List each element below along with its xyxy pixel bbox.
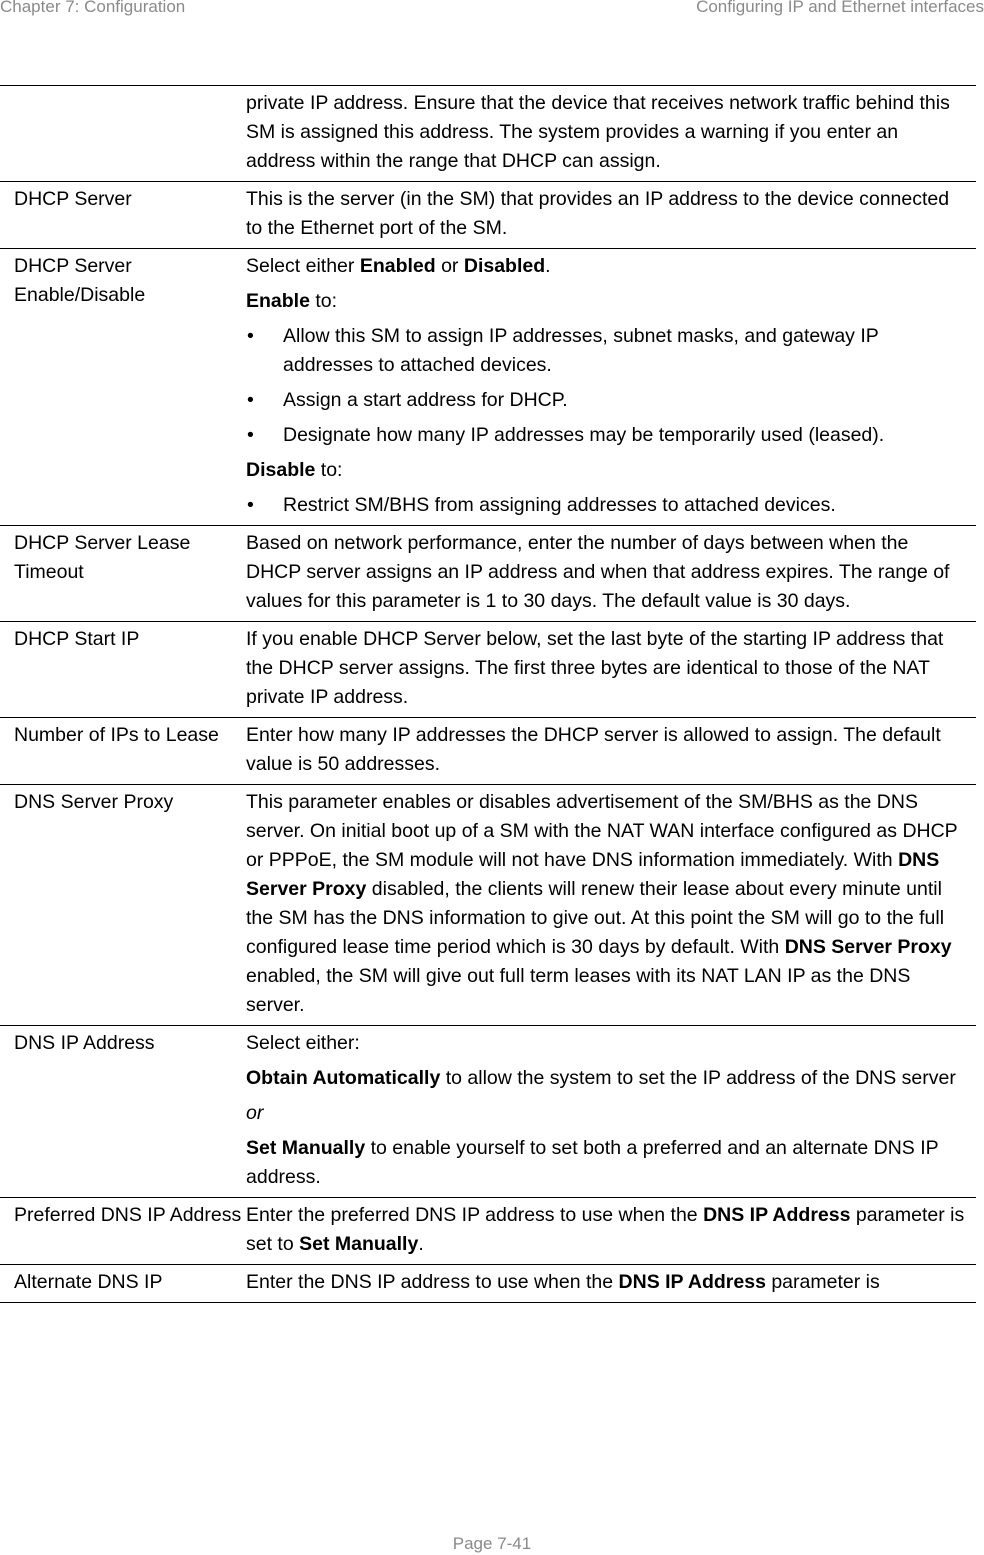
disable-heading [246, 456, 968, 485]
parameter-name: DNS IP Address [0, 1026, 246, 1198]
text: Enter the DNS IP address to use when the [246, 1271, 619, 1293]
list-item [246, 421, 968, 450]
option-enabled: Enabled [359, 255, 436, 277]
parameter-name: Alternate DNS IP [0, 1265, 246, 1303]
text: or [435, 255, 464, 277]
table-row [0, 249, 976, 526]
bullet-icon: • [247, 325, 254, 347]
bullet-icon: • [247, 424, 254, 446]
param-ref: DNS Server Proxy [246, 849, 940, 900]
parameter-name: DHCP Server [0, 182, 246, 249]
enable-heading [246, 287, 968, 316]
param-ref: Set Manually [299, 1233, 419, 1255]
list-item [246, 386, 968, 415]
table-row [0, 1026, 976, 1198]
parameter-name: DHCP Server Lease Timeout [0, 526, 246, 622]
parameter-description [246, 249, 976, 526]
text: This parameter enables or disables advertisement of the SM/BHS as the DNS server. On initial boot up of a SM with the NAT WAN interface configured as DHCP or PPPoE, the SM module will not have DNS information immediately. With [246, 791, 958, 871]
page-number: Page 7-41 [452, 1534, 532, 1553]
bullet-icon: • [247, 389, 254, 411]
table-row [0, 1265, 976, 1303]
text: to allow the system to set the IP address of the DNS server [440, 1067, 956, 1089]
table-row [0, 86, 976, 182]
option-disabled: Disabled [463, 255, 546, 277]
parameter-table [0, 85, 976, 1303]
parameter-description: If you enable DHCP Server below, set the last byte of the starting IP address that the DHCP server assigns. The first three bytes are identical to those of the NAT private IP address. [246, 622, 976, 718]
list-item-text: Designate how many IP addresses may be temporarily used (leased). [283, 424, 885, 446]
table-row [0, 785, 976, 1026]
param-ref: DNS IP Address [703, 1204, 851, 1226]
option-manual [246, 1134, 968, 1192]
parameter-name: DNS Server Proxy [0, 785, 246, 1026]
header-chapter: Chapter 7: Configuration [0, 0, 186, 16]
table-row [0, 526, 976, 622]
text: to: [315, 459, 343, 481]
text: to enable yourself to set both a preferred and an alternate DNS IP address. [246, 1137, 939, 1188]
disable-list [246, 491, 968, 520]
option-label: Obtain Automatically [246, 1067, 441, 1089]
parameter-description [246, 1026, 976, 1198]
text: enabled, the SM will give out full term leases with its NAT LAN IP as the DNS server. [246, 965, 911, 1016]
parameter-description [246, 1198, 976, 1265]
table-row [0, 718, 976, 785]
parameter-name [0, 86, 246, 182]
enable-list [246, 322, 968, 450]
parameter-description: Enter how many IP addresses the DHCP server is allowed to assign. The default value is 50 addresses. [246, 718, 976, 785]
text: . [545, 255, 551, 277]
parameter-name: Number of IPs to Lease [0, 718, 246, 785]
text: parameter is set to [246, 1204, 965, 1255]
table-row [0, 1198, 976, 1265]
header-section: Configuring IP and Ethernet interfaces [696, 0, 984, 16]
parameter-description: Based on network performance, enter the number of days between when the DHCP server assigns an IP address and when that address expires. The range of values for this parameter is 1 to 30 days. The default value is 30 days. [246, 526, 976, 622]
param-ref: DNS Server Proxy [784, 936, 952, 958]
select-line [246, 252, 968, 281]
parameter-name: DHCP Start IP [0, 622, 246, 718]
param-ref: DNS IP Address [618, 1271, 766, 1293]
enable-label: Enable [246, 290, 310, 312]
list-item-text: Assign a start address for DHCP. [283, 389, 568, 411]
table-row [0, 182, 976, 249]
parameter-description [246, 785, 976, 1026]
table-row [0, 622, 976, 718]
list-item-text: Restrict SM/BHS from assigning addresses to attached devices. [283, 494, 836, 516]
parameter-name: Preferred DNS IP Address [0, 1198, 246, 1265]
list-item-text: Allow this SM to assign IP addresses, subnet masks, and gateway IP addresses to attached devices. [283, 325, 879, 376]
parameter-description: This is the server (in the SM) that provides an IP address to the device connected to the Ethernet port of the SM. [246, 182, 976, 249]
or-separator: or [246, 1102, 264, 1124]
list-item [246, 322, 968, 380]
text: Select either [246, 255, 360, 277]
list-item [246, 491, 968, 520]
option-obtain [246, 1064, 968, 1093]
text: . [418, 1233, 424, 1255]
parameter-description [246, 1265, 976, 1303]
parameter-description: private IP address. Ensure that the device that receives network traffic behind this SM is assigned this address. The system provides a warning if you enter an address within the range that DHCP can assign. [246, 86, 976, 182]
disable-label: Disable [246, 459, 316, 481]
text: to: [309, 290, 338, 312]
text: Enter the preferred DNS IP address to use when the [246, 1204, 704, 1226]
text: disabled, the clients will renew their lease about every minute until the SM has the DNS information to give out. At this point the SM will go to the full configured lease time period which is 30 days by default. With [246, 878, 945, 958]
parameter-name: DHCP Server Enable/Disable [0, 249, 246, 526]
text: parameter is [765, 1271, 880, 1293]
select-line: Select either: [246, 1032, 360, 1054]
option-label: Set Manually [246, 1137, 366, 1159]
bullet-icon: • [247, 494, 254, 516]
